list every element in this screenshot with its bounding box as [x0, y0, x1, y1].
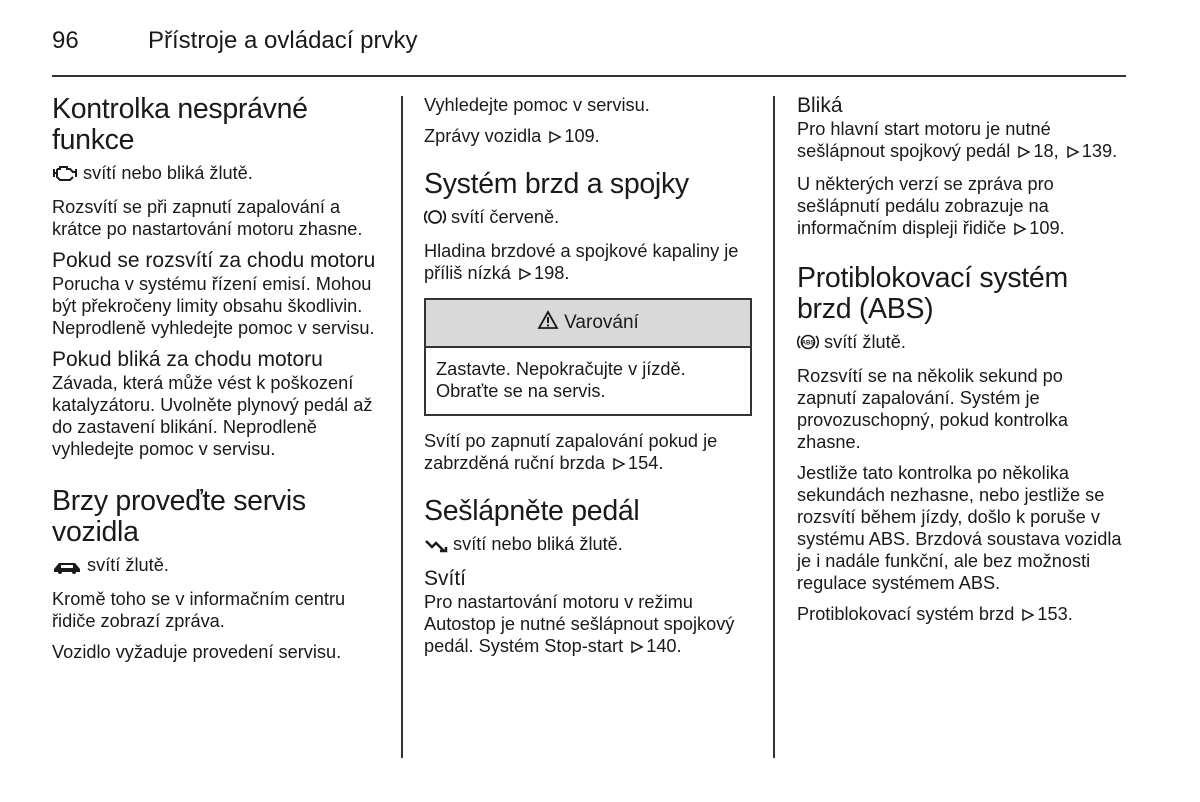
clutch-pedal-icon: [424, 536, 448, 558]
page-reference[interactable]: 18,: [1033, 141, 1059, 161]
page-number: 96: [52, 27, 79, 54]
paragraph: Vyhledejte pomoc v servisu.: [424, 95, 650, 115]
cross-reference-arrow-icon: [1066, 142, 1080, 164]
brake-icon-text: svítí červeně.: [451, 207, 560, 227]
reference-text: Pro hlavní start motoru je nutné sešlápnout spojkový pedál: [797, 119, 1051, 161]
page-reference[interactable]: 109.: [1029, 218, 1065, 238]
malfunction-icon-line: [52, 162, 382, 187]
paragraph: Rozsvítí se při zapnutí zapalování a krátce po nastartování motoru zhasne.: [52, 197, 363, 239]
reference-text: Hladina brzdové a spojkové kapaliny je příliš nízká: [424, 241, 739, 283]
paragraph: Kromě toho se v informačním centru řidiče zobrazí zpráva.: [52, 589, 346, 631]
service-icon-line: [52, 554, 382, 579]
section-heading-malfunction: Kontrolka nesprávné funkce: [52, 93, 308, 156]
column-2: [424, 94, 754, 668]
column-3: [797, 94, 1127, 636]
section-heading-abs: Protiblokovací systém brzd (ABS): [797, 262, 1068, 325]
subheading: Pokud bliká za chodu motoru: [52, 348, 323, 371]
reference-text: Svítí po zapnutí zapalování pokud je zabrzděná ruční brzda: [424, 431, 718, 473]
paragraph-with-reference: [797, 173, 1127, 241]
paragraph: Rozsvítí se na několik sekund po zapnutí zapalování. Systém je provozuschopný, pokud kontrolka zhasne.: [797, 366, 1068, 452]
cross-reference-arrow-icon: [548, 127, 562, 149]
paragraph-with-reference: [797, 603, 1127, 627]
page-reference[interactable]: 140.: [646, 636, 682, 656]
pedal-icon-line: [424, 533, 754, 558]
paragraph-with-reference: [797, 118, 1127, 164]
paragraph-with-reference: [424, 591, 754, 659]
page-reference[interactable]: 139.: [1081, 141, 1118, 161]
page-reference[interactable]: 153.: [1037, 604, 1073, 624]
warning-title: Varování: [564, 312, 639, 333]
subheading: Pokud se rozsvítí za chodu motoru: [52, 249, 376, 272]
paragraph-with-reference: [424, 240, 754, 286]
abs-icon: [797, 333, 819, 356]
reference-text: Pro nastartování motoru v režimu Autostop je nutné sešlápnout spojkový pedál. Systém Stop-start: [424, 592, 735, 656]
section-heading-pedal: Sešlápněte pedál: [424, 495, 640, 527]
warning-header: [426, 300, 750, 348]
svg-text:ABS: ABS: [801, 340, 815, 347]
page-reference[interactable]: 198.: [534, 263, 570, 283]
paragraph-with-reference: [424, 430, 754, 476]
paragraph-with-reference: [424, 125, 754, 149]
brake-icon-line: [424, 206, 754, 231]
paragraph: Porucha v systému řízení emisí. Mohou být překročeny limity obsahu škodlivin. Neprodleně vyhledejte pomoc v servisu.: [52, 274, 375, 338]
chapter-title: Přístroje a ovládací prvky: [148, 27, 418, 54]
cross-reference-arrow-icon: [1021, 605, 1035, 627]
engine-icon: [52, 164, 78, 187]
service-wrench-car-icon: [52, 557, 82, 579]
brake-circle-icon: [424, 208, 446, 231]
reference-text: U některých verzí se zpráva pro sešlápnutí pedálu zobrazuje na informačním displeji řidiče: [797, 174, 1054, 238]
column-divider-1: [401, 96, 403, 758]
page-header: [52, 26, 1126, 76]
malfunction-icon-text: svítí nebo bliká žlutě.: [83, 163, 253, 183]
cross-reference-arrow-icon: [1013, 219, 1027, 241]
abs-icon-line: [797, 331, 1127, 356]
header-divider: [52, 75, 1126, 77]
reference-text: Zprávy vozidla: [424, 126, 542, 146]
cross-reference-arrow-icon: [518, 264, 532, 286]
pedal-icon-text: svítí nebo bliká žlutě.: [453, 534, 623, 554]
cross-reference-arrow-icon: [630, 637, 644, 659]
page-reference[interactable]: 154.: [628, 453, 664, 473]
paragraph: Vozidlo vyžaduje provedení servisu.: [52, 642, 342, 662]
warning-triangle-icon: [537, 310, 559, 336]
paragraph: Jestliže tato kontrolka po několika sekundách nezhasne, nebo jestliže se rozsvítí během jízdy, došlo k poruše v systému ABS. Brzdová soustava vozidla je i nadále funkční, ale bez možnosti regulace systémem ABS.: [797, 463, 1122, 593]
cross-reference-arrow-icon: [1017, 142, 1031, 164]
cross-reference-arrow-icon: [612, 454, 626, 476]
page-reference[interactable]: 109.: [564, 126, 600, 146]
section-heading-service: Brzy proveďte servis vozidla: [52, 485, 306, 548]
service-icon-text: svítí žlutě.: [87, 555, 169, 575]
reference-text: Protiblokovací systém brzd: [797, 604, 1015, 624]
subheading: Bliká: [797, 94, 843, 117]
column-divider-2: [773, 96, 775, 758]
abs-icon-text: svítí žlutě.: [824, 332, 906, 352]
subheading: Svítí: [424, 567, 467, 590]
column-1: [52, 94, 382, 672]
section-heading-brakes: Systém brzd a spojky: [424, 168, 689, 200]
warning-box: [424, 298, 752, 416]
warning-text: Zastavte. Nepokračujte v jízdě. Obraťte se na servis.: [436, 359, 686, 401]
paragraph: Závada, která může vést k poškození katalyzátoru. Uvolněte plynový pedál až do zastavení blikání. Neprodleně vyhledejte pomoc v servisu.: [52, 373, 373, 459]
